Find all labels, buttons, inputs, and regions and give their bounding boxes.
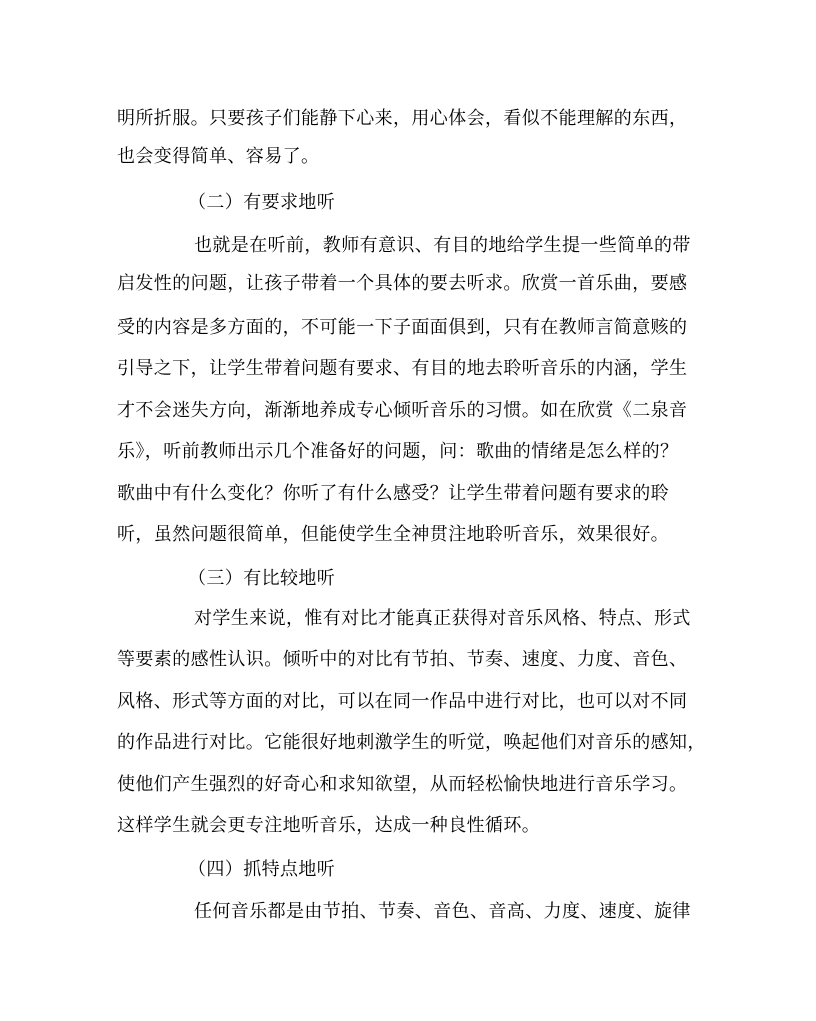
section-heading: （四）抓特点地听: [188, 859, 336, 880]
paragraph-line: 启发性的问题，让孩子带着一个具体的要去听求。欣赏一首乐曲，要感: [117, 273, 688, 294]
paragraph-line: 明所折服。只要孩子们能静下心来，用心体会，看似不能理解的东西，: [117, 108, 688, 129]
paragraph-line: 任何音乐都是由节拍、节奏、音色、音高、力度、速度、旋律: [194, 901, 691, 922]
paragraph-line: 引导之下，让学生带着问题有要求、有目的地去聆听音乐的内涵，学生: [117, 358, 688, 379]
paragraph-line: 也会变得简单、容易了。: [117, 146, 320, 167]
paragraph-line: 的作品进行对比。它能很好地刺激学生的听觉，唤起他们对音乐的感知，: [117, 732, 706, 753]
paragraph-line: 对学生来说，惟有对比才能真正获得对音乐风格、特点、形式: [194, 608, 691, 629]
section-heading: （二）有要求地听: [188, 192, 336, 213]
paragraph-line: 这样学生就会更专注地听音乐，达成一种良性循环。: [117, 815, 541, 836]
section-heading: （三）有比较地听: [188, 568, 336, 589]
paragraph-line: 听，虽然问题很简单，但能使学生全神贯注地聆听音乐，效果很好。: [117, 524, 669, 545]
paragraph-line: 乐》，听前教师出示几个准备好的问题，问：歌曲的情绪是怎么样的？: [117, 441, 679, 462]
paragraph-line: 也就是在听前，教师有意识、有目的地给学生提一些简单的带: [194, 235, 691, 256]
paragraph-line: 受的内容是多方面的，不可能一下子面面俱到，只有在教师言简意赅的: [117, 317, 688, 338]
paragraph-line: 使他们产生强烈的好奇心和求知欲望，从而轻松愉快地进行音乐学习。: [117, 774, 688, 795]
paragraph-line: 等要素的感性认识。倾听中的对比有节拍、节奏、速度、力度、音色、: [117, 649, 688, 670]
paragraph-line: 歌曲中有什么变化？你听了有什么感受？让学生带着问题有要求的聆: [117, 483, 669, 504]
paragraph-line: 才不会迷失方向，渐渐地养成专心倾听音乐的习惯。如在欣赏《二泉音: [117, 400, 688, 421]
paragraph-line: 风格、形式等方面的对比，可以在同一作品中进行对比，也可以对不同: [117, 691, 688, 712]
